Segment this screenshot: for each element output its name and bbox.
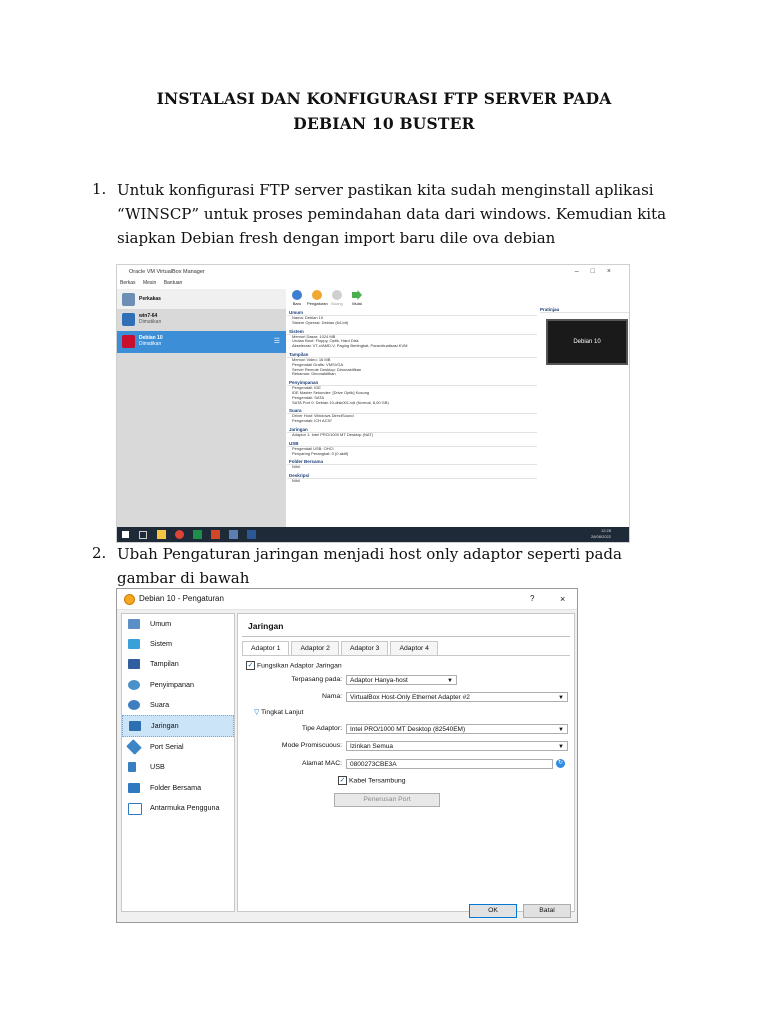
preview-panel	[540, 307, 629, 365]
vm-item-debian[interactable]	[117, 331, 286, 353]
details-section	[287, 380, 537, 405]
detail-line: Nama: Debian 10	[292, 315, 324, 320]
discard-button[interactable]	[327, 290, 347, 306]
chevron-down-icon: ▼	[558, 744, 564, 750]
word-icon[interactable]	[247, 530, 256, 539]
manager-window-title: Oracle VM VirtualBox Manager	[129, 269, 205, 275]
details-section	[287, 427, 537, 438]
detail-line: Akselerasi: VT-x/AMD-V, Paging Bertingkat, Paravirtualisasi KVM	[292, 343, 408, 349]
detail-line: IDE Master Sekunder: [Drive Optik] Kosong	[292, 389, 370, 395]
detail-line: Adaptor 1: Intel PRO/1000 MT Desktop (NAT)	[292, 431, 373, 437]
section-title: Tampilan	[287, 352, 537, 358]
sidebar-item-sistem[interactable]	[122, 634, 234, 654]
sidebar-item-label: USB	[150, 762, 165, 772]
panel-title: Jaringan	[242, 614, 570, 637]
help-icon[interactable]: ?	[530, 594, 535, 603]
task-view-icon[interactable]	[139, 531, 147, 539]
section-title: Suara	[287, 408, 537, 414]
general-icon	[128, 619, 140, 629]
sidebar-item-tampilan[interactable]	[122, 654, 234, 674]
cable-connected-checkbox[interactable]: ✓	[339, 777, 346, 784]
vm-menu-icon[interactable]: ☰	[273, 338, 280, 345]
details-section	[287, 473, 537, 484]
section-title: Jaringan	[287, 427, 537, 433]
mac-value: 0800273CBE3A	[350, 761, 397, 768]
detail-line: Penyaring Perangkat: 0 (0 aktif)	[292, 450, 349, 456]
tools-item[interactable]	[117, 289, 286, 309]
sidebar-item-folder-bersama[interactable]	[122, 778, 234, 798]
manager-window-controls	[575, 265, 623, 279]
gear-icon	[312, 290, 322, 300]
mac-label: Alamat MAC:	[301, 760, 342, 767]
name-row	[242, 693, 570, 704]
storage-icon	[128, 680, 140, 690]
chevron-down-icon: ▼	[447, 678, 453, 684]
step-2-number: 2.	[92, 544, 107, 562]
cable-connected-label: Kabel Tersambung	[349, 777, 406, 785]
sidebar-item-port-serial[interactable]	[122, 737, 234, 757]
menu-help[interactable]: Bantuan	[163, 280, 183, 286]
settings-button[interactable]	[307, 290, 327, 306]
new-button[interactable]	[287, 290, 307, 306]
step-1-line: “WINSCP” untuk proses pemindahan data dari windows. Kemudian kita	[117, 205, 667, 223]
detail-line: Pengendali: IDE	[292, 385, 321, 391]
sidebar-item-umum[interactable]	[122, 614, 234, 634]
network-settings-panel	[237, 613, 575, 912]
virtualbox-icon[interactable]	[229, 530, 238, 539]
sidebar-item-suara[interactable]	[122, 695, 234, 715]
sidebar-item-jaringan[interactable]	[122, 715, 234, 737]
step-2-line: gambar di bawah	[117, 569, 250, 587]
vm-state: Dimatikan	[139, 341, 162, 347]
sidebar-item-penyimpanan[interactable]	[122, 675, 234, 695]
vm-list-pane	[117, 289, 286, 527]
manager-titlebar	[117, 265, 629, 279]
vm-name: Debian 10	[139, 335, 163, 341]
clock-date: 26/08/2022	[590, 534, 611, 539]
dialog-titlebar	[117, 589, 577, 610]
name-label: Nama:	[321, 693, 342, 700]
sidebar-item-label: Jaringan	[151, 720, 179, 730]
close-icon[interactable]: ×	[560, 594, 566, 604]
adapter-type-row	[242, 725, 570, 736]
section-title: Folder Bersama	[287, 459, 537, 465]
cancel-button[interactable]: Batal	[523, 904, 571, 918]
sidebar-item-label: Antarmuka Pengguna	[150, 802, 220, 812]
details-section	[287, 352, 537, 377]
menu-file[interactable]: Berkas	[120, 280, 136, 286]
detail-line: Rekaman: Dinonaktifkan	[292, 371, 336, 377]
maximize-icon[interactable]: □	[590, 268, 607, 275]
tools-icon	[122, 293, 135, 306]
section-title: Umum	[287, 310, 537, 316]
step-1-text	[117, 178, 677, 250]
user-interface-icon	[128, 803, 142, 815]
enable-adapter-checkbox[interactable]: ✓	[247, 662, 254, 669]
name-select[interactable]	[346, 692, 568, 702]
name-value: VirtualBox Host-Only Ethernet Adapter #2	[350, 694, 470, 701]
discard-icon	[332, 290, 342, 300]
step-1-line: siapkan Debian fresh dengan import baru dile ova debian	[117, 229, 556, 247]
close-icon[interactable]: ×	[606, 268, 623, 275]
step-1-number: 1.	[92, 180, 107, 198]
start-menu-icon[interactable]	[122, 531, 129, 538]
settings-sidebar	[121, 613, 235, 912]
sidebar-item-label: Sistem	[150, 639, 172, 649]
attached-to-select[interactable]	[346, 675, 457, 685]
enable-adapter-label: Fungsikan Adaptor Jaringan	[257, 662, 342, 670]
excel-icon[interactable]	[193, 530, 202, 539]
vm-state: Dimatikan	[139, 319, 162, 325]
mac-row	[242, 760, 570, 771]
port-forwarding-button[interactable]: Penerusan Port	[334, 793, 440, 807]
step-2-text	[117, 542, 677, 590]
step-2-line: Ubah Pengaturan jaringan menjadi host only adaptor seperti pada	[117, 545, 622, 563]
details-section	[287, 441, 537, 457]
taskbar-clock	[591, 528, 611, 540]
windows-vm-icon	[122, 313, 135, 326]
expand-arrow-icon: ▽	[254, 709, 260, 716]
sidebar-item-label: Umum	[150, 619, 172, 628]
adapter-type-label: Tipe Adaptor:	[301, 725, 342, 732]
details-section	[287, 310, 537, 326]
detail-line: Nihil	[292, 464, 300, 470]
new-label: Baru	[292, 301, 302, 306]
sidebar-item-label: Tampilan	[150, 659, 179, 669]
sidebar-item-label: Port Serial	[150, 742, 184, 752]
sidebar-item-antarmuka-pengguna[interactable]	[122, 798, 234, 818]
audio-icon	[128, 700, 140, 710]
detail-line: Nihil	[292, 478, 300, 484]
refresh-mac-icon[interactable]: ↻	[557, 760, 564, 766]
detail-line: Pengendali: ICH AC97	[292, 418, 333, 424]
document-title-line-1: INSTALASI DAN KONFIGURASI FTP SERVER PADA	[156, 89, 612, 108]
promiscuous-value: Izinkan Semua	[350, 743, 393, 750]
settings-label: Pengaturan	[307, 301, 328, 306]
step-1-line: Untuk konfigurasi FTP server pastikan kita sudah menginstall aplikasi	[117, 181, 654, 199]
virtualbox-manager-screenshot	[116, 264, 630, 543]
detail-line: Pengendali: SATA	[292, 394, 325, 400]
section-title: Penyimpanan	[287, 380, 537, 386]
section-title: Deskripsi	[287, 473, 537, 479]
cable-connected-row[interactable]	[338, 776, 406, 785]
adapter-tab-body	[242, 655, 570, 906]
detail-line: Pengendali Grafis: VMSVGA	[292, 361, 344, 367]
section-title: Sistem	[287, 329, 537, 335]
serial-port-icon	[126, 739, 142, 755]
vm-details	[287, 307, 537, 484]
detail-line: Memori Video: 16 MB	[292, 356, 331, 362]
manager-menubar	[117, 279, 629, 288]
advanced-toggle[interactable]	[254, 708, 303, 716]
adapter-type-select[interactable]	[346, 724, 568, 734]
detail-line: Urutan Boot: Floppy, Optik, Hard Disk	[292, 338, 359, 344]
tab-adaptor-1[interactable]: Adaptor 1	[242, 641, 289, 656]
windows-taskbar	[117, 527, 629, 542]
system-icon	[128, 639, 140, 649]
tools-label: Perkakas	[139, 296, 161, 302]
preview-screen: Debian 10	[546, 319, 628, 365]
sidebar-item-usb[interactable]	[122, 757, 234, 777]
detail-line: Pengendali USB: OHCI	[292, 445, 334, 451]
advanced-label: Tingkat Lanjut	[261, 709, 304, 716]
vm-name: win7-64	[139, 313, 158, 319]
ok-button[interactable]: OK	[469, 904, 517, 918]
debian-vm-icon	[122, 335, 135, 348]
enable-adapter-row[interactable]	[246, 661, 342, 670]
chevron-down-icon: ▼	[558, 695, 564, 701]
detail-line: SATA Port 0: Debian 10-disk001.vdi (Normal, 8,00 GB)	[292, 399, 389, 405]
start-button[interactable]	[347, 290, 367, 306]
adapter-type-value: Intel PRO/1000 MT Desktop (82540EM)	[350, 726, 466, 733]
detail-line: Driver Host: Windows DirectSound	[292, 413, 354, 419]
usb-icon	[128, 762, 136, 772]
details-section	[287, 459, 537, 470]
attached-to-value: Adaptor Hanya-host	[350, 677, 408, 684]
sidebar-item-label: Suara	[150, 699, 170, 709]
clock-time: 12:28	[600, 528, 611, 533]
vm-item-win7[interactable]	[117, 309, 286, 331]
detail-line: Server Remote Desktop: Dinonaktifkan	[292, 366, 362, 372]
detail-line: Sistem Operasi: Debian (64-bit)	[292, 319, 349, 325]
display-icon	[128, 659, 140, 669]
explorer-icon[interactable]	[157, 530, 166, 539]
network-icon	[129, 721, 141, 731]
details-section	[287, 408, 537, 424]
promiscuous-select[interactable]	[346, 741, 568, 751]
start-label: Mulai	[352, 301, 362, 306]
dialog-title: Debian 10 - Pengaturan	[139, 594, 224, 603]
chrome-icon[interactable]	[175, 530, 184, 539]
section-title: USB	[287, 441, 537, 447]
adapter-tabs	[242, 641, 440, 655]
discard-label: Buang	[331, 301, 343, 306]
preview-title: Pratinjau	[540, 307, 629, 313]
virtualbox-settings-icon	[124, 594, 135, 605]
attached-to-label: Terpasang pada:	[291, 676, 342, 683]
detail-line: Memori Dasar: 1024 MB	[292, 333, 336, 339]
tab-adaptor-3[interactable]: Adaptor 3	[341, 641, 388, 655]
shared-folder-icon	[128, 783, 140, 793]
sidebar-item-label: Folder Bersama	[150, 782, 202, 792]
vm-detail-pane	[287, 289, 629, 527]
promiscuous-row	[242, 742, 570, 753]
promiscuous-label: Mode Promiscuous:	[281, 742, 342, 749]
mac-input[interactable]	[346, 759, 553, 769]
manager-toolbar	[287, 289, 629, 307]
tab-adaptor-4[interactable]: Adaptor 4	[390, 641, 437, 655]
sidebar-item-label: Penyimpanan	[150, 679, 194, 689]
new-icon	[292, 290, 302, 300]
tab-adaptor-2[interactable]: Adaptor 2	[291, 641, 338, 655]
details-section	[287, 329, 537, 349]
powerpoint-icon[interactable]	[211, 530, 220, 539]
document-title-line-2: DEBIAN 10 BUSTER	[293, 114, 475, 133]
menu-machine[interactable]: Mesin	[142, 280, 157, 286]
settings-dialog-screenshot	[116, 588, 578, 923]
minimize-icon[interactable]: –	[574, 268, 591, 275]
start-arrow-icon	[352, 290, 362, 300]
chevron-down-icon: ▼	[558, 727, 564, 733]
attached-to-row	[242, 676, 570, 687]
